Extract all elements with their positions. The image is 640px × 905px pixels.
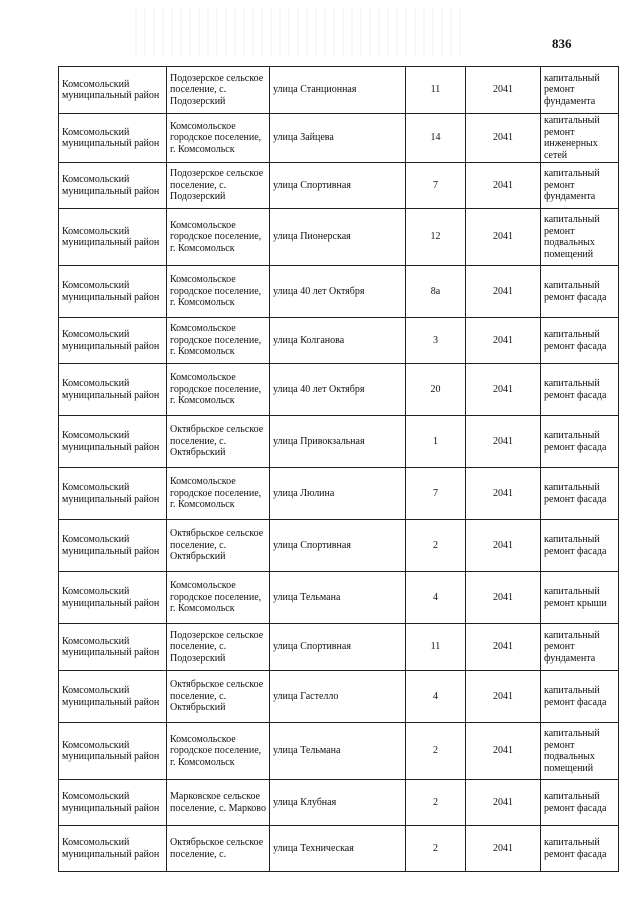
district-cell: Комсомольский муниципальный район <box>59 416 167 468</box>
table-row <box>59 826 619 872</box>
settlement-cell: Подозерское сельское поселение, с. Подозерский <box>167 163 270 209</box>
work-type-cell: капитальный ремонт фасада <box>541 468 619 520</box>
street-cell: улица Спортивная <box>270 163 406 209</box>
work-type-cell: капитальный ремонт фасада <box>541 416 619 468</box>
house-number-cell: 7 <box>406 468 466 520</box>
house-number-cell: 14 <box>406 114 466 163</box>
house-number-cell: 1 <box>406 416 466 468</box>
street-cell: улица Спортивная <box>270 520 406 572</box>
year-cell: 2041 <box>466 67 541 114</box>
district-cell: Комсомольский муниципальный район <box>59 67 167 114</box>
house-number-cell: 3 <box>406 318 466 364</box>
work-type-cell: капитальный ремонт фасада <box>541 318 619 364</box>
year-cell: 2041 <box>466 163 541 209</box>
house-number-cell: 7 <box>406 163 466 209</box>
district-cell: Комсомольский муниципальный район <box>59 364 167 416</box>
district-cell: Комсомольский муниципальный район <box>59 624 167 671</box>
house-number-cell: 11 <box>406 67 466 114</box>
settlement-cell: Комсомольское городское поселение, г. Комсомольск <box>167 114 270 163</box>
street-cell: улица Станционная <box>270 67 406 114</box>
settlement-cell: Подозерское сельское поселение, с. Подозерский <box>167 624 270 671</box>
year-cell: 2041 <box>466 624 541 671</box>
settlement-cell: Комсомольское городское поселение, г. Комсомольск <box>167 572 270 624</box>
year-cell: 2041 <box>466 826 541 872</box>
street-cell: улица Техническая <box>270 826 406 872</box>
year-cell: 2041 <box>466 671 541 723</box>
house-number-cell: 2 <box>406 520 466 572</box>
settlement-cell: Октябрьское сельское поселение, с. Октябрьский <box>167 416 270 468</box>
work-type-cell: капитальный ремонт фасада <box>541 364 619 416</box>
settlement-cell: Комсомольское городское поселение, г. Комсомольск <box>167 364 270 416</box>
work-type-cell: капитальный ремонт инженерных сетей <box>541 114 619 163</box>
district-cell: Комсомольский муниципальный район <box>59 163 167 209</box>
table-body <box>59 67 619 872</box>
settlement-cell: Комсомольское городское поселение, г. Комсомольск <box>167 318 270 364</box>
street-cell: улица Тельмана <box>270 572 406 624</box>
settlement-cell: Комсомольское городское поселение, г. Комсомольск <box>167 723 270 780</box>
house-number-cell: 11 <box>406 624 466 671</box>
work-type-cell: капитальный ремонт фундамента <box>541 624 619 671</box>
district-cell: Комсомольский муниципальный район <box>59 826 167 872</box>
work-type-cell: капитальный ремонт крыши <box>541 572 619 624</box>
settlement-cell: Подозерское сельское поселение, с. Подозерский <box>167 67 270 114</box>
repair-schedule-table <box>58 66 619 872</box>
work-type-cell: капитальный ремонт фасада <box>541 780 619 826</box>
work-type-cell: капитальный ремонт фасада <box>541 520 619 572</box>
scan-artifact <box>135 8 465 56</box>
district-cell: Комсомольский муниципальный район <box>59 723 167 780</box>
table-row <box>59 266 619 318</box>
table-row <box>59 114 619 163</box>
settlement-cell: Октябрьское сельское поселение, с. Октябрьский <box>167 671 270 723</box>
page-number: 836 <box>552 36 572 51</box>
street-cell: улица Колганова <box>270 318 406 364</box>
house-number-cell: 20 <box>406 364 466 416</box>
district-cell: Комсомольский муниципальный район <box>59 266 167 318</box>
work-type-cell: капитальный ремонт подвальных помещений <box>541 209 619 266</box>
district-cell: Комсомольский муниципальный район <box>59 468 167 520</box>
street-cell: улица 40 лет Октября <box>270 364 406 416</box>
table-row <box>59 67 619 114</box>
table-row <box>59 318 619 364</box>
table-row <box>59 364 619 416</box>
street-cell: улица Спортивная <box>270 624 406 671</box>
district-cell: Комсомольский муниципальный район <box>59 318 167 364</box>
table-row <box>59 468 619 520</box>
settlement-cell: Комсомольское городское поселение, г. Комсомольск <box>167 468 270 520</box>
work-type-cell: капитальный ремонт фасада <box>541 266 619 318</box>
district-cell: Комсомольский муниципальный район <box>59 520 167 572</box>
settlement-cell: Октябрьское сельское поселение, с. Октябрьский <box>167 520 270 572</box>
year-cell: 2041 <box>466 468 541 520</box>
table-row <box>59 209 619 266</box>
work-type-cell: капитальный ремонт фундамента <box>541 163 619 209</box>
house-number-cell: 2 <box>406 826 466 872</box>
table-row <box>59 671 619 723</box>
table-row <box>59 572 619 624</box>
street-cell: улица Зайцева <box>270 114 406 163</box>
year-cell: 2041 <box>466 723 541 780</box>
year-cell: 2041 <box>466 266 541 318</box>
work-type-cell: капитальный ремонт фасада <box>541 826 619 872</box>
district-cell: Комсомольский муниципальный район <box>59 209 167 266</box>
district-cell: Комсомольский муниципальный район <box>59 780 167 826</box>
work-type-cell: капитальный ремонт фасада <box>541 671 619 723</box>
year-cell: 2041 <box>466 416 541 468</box>
street-cell: улица Привокзальная <box>270 416 406 468</box>
street-cell: улица 40 лет Октября <box>270 266 406 318</box>
house-number-cell: 4 <box>406 671 466 723</box>
house-number-cell: 2 <box>406 723 466 780</box>
table-row <box>59 624 619 671</box>
table-row <box>59 416 619 468</box>
year-cell: 2041 <box>466 114 541 163</box>
house-number-cell: 2 <box>406 780 466 826</box>
settlement-cell: Комсомольское городское поселение, г. Комсомольск <box>167 266 270 318</box>
street-cell: улица Клубная <box>270 780 406 826</box>
settlement-cell: Марковское сельское поселение, с. Марково <box>167 780 270 826</box>
year-cell: 2041 <box>466 318 541 364</box>
table-row <box>59 520 619 572</box>
work-type-cell: капитальный ремонт подвальных помещений <box>541 723 619 780</box>
table-row <box>59 163 619 209</box>
house-number-cell: 12 <box>406 209 466 266</box>
district-cell: Комсомольский муниципальный район <box>59 114 167 163</box>
district-cell: Комсомольский муниципальный район <box>59 572 167 624</box>
table-row <box>59 723 619 780</box>
year-cell: 2041 <box>466 520 541 572</box>
district-cell: Комсомольский муниципальный район <box>59 671 167 723</box>
street-cell: улица Люлина <box>270 468 406 520</box>
street-cell: улица Пионерская <box>270 209 406 266</box>
year-cell: 2041 <box>466 209 541 266</box>
year-cell: 2041 <box>466 364 541 416</box>
street-cell: улица Тельмана <box>270 723 406 780</box>
house-number-cell: 4 <box>406 572 466 624</box>
street-cell: улица Гастелло <box>270 671 406 723</box>
table-row <box>59 780 619 826</box>
settlement-cell: Октябрьское сельское поселение, с. <box>167 826 270 872</box>
year-cell: 2041 <box>466 572 541 624</box>
house-number-cell: 8а <box>406 266 466 318</box>
year-cell: 2041 <box>466 780 541 826</box>
settlement-cell: Комсомольское городское поселение, г. Комсомольск <box>167 209 270 266</box>
work-type-cell: капитальный ремонт фундамента <box>541 67 619 114</box>
